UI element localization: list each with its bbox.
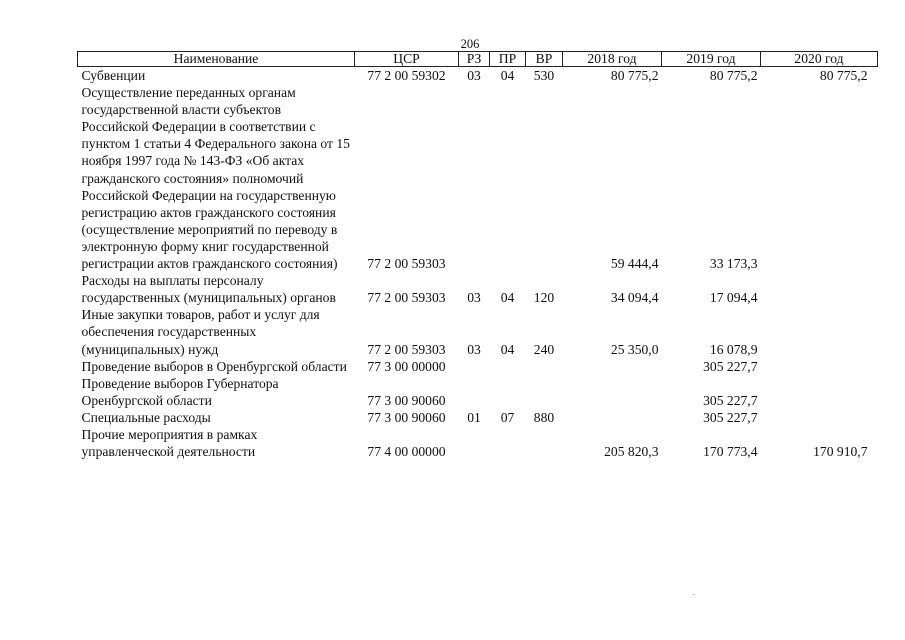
row-2020: 80 775,2 bbox=[819, 68, 868, 83]
row-2020: 170 910,7 bbox=[813, 444, 868, 460]
table-row bbox=[78, 67, 878, 85]
row-csr: 77 2 00 59303 bbox=[367, 290, 446, 306]
header-csr: ЦСР bbox=[355, 52, 459, 67]
row-name: Субвенции bbox=[81, 68, 146, 83]
row-2018: 25 350,0 bbox=[610, 341, 659, 357]
row-2020 bbox=[761, 375, 878, 409]
row-2018: 80 775,2 bbox=[610, 68, 659, 83]
table-row bbox=[78, 272, 878, 306]
row-csr: 77 2 00 59303 bbox=[367, 256, 446, 272]
row-name: Осуществление переданных органам государственной власти субъектов Российской Федерации в соответствии с пунктом 1 статьи 4 Федерального закона от 15 ноября 1997 года № 143-ФЗ «Об актах гражданского состояния» полномочий Российской Федерации на государственную регистрацию актов гражданского состояния (осуществление мероприятий по переводу в электронную форму книг государственной регистрации актов гражданского состояния) bbox=[81, 85, 350, 272]
row-vr bbox=[526, 358, 563, 375]
row-2019: 305 227,7 bbox=[703, 392, 758, 408]
header-pr: ПР bbox=[490, 52, 526, 67]
row-2018: 205 820,3 bbox=[604, 444, 659, 460]
row-2019: 16 078,9 bbox=[709, 341, 758, 357]
row-vr: 240 bbox=[533, 341, 555, 357]
row-csr: 77 2 00 59302 bbox=[367, 68, 446, 83]
row-name: Прочие мероприятия в рамках управленческой деятельности bbox=[81, 426, 258, 460]
row-2019: 33 173,3 bbox=[709, 256, 758, 272]
row-rz bbox=[459, 426, 490, 460]
table-row bbox=[78, 306, 878, 357]
row-csr: 77 3 00 90060 bbox=[367, 392, 446, 408]
row-vr bbox=[526, 84, 563, 272]
row-vr bbox=[526, 375, 563, 409]
row-2018 bbox=[563, 375, 662, 409]
row-rz: 03 bbox=[467, 290, 481, 306]
header-2018: 2018 год bbox=[563, 52, 662, 67]
header-rz: РЗ bbox=[459, 52, 490, 67]
row-csr: 77 3 00 90060 bbox=[367, 409, 446, 425]
row-2019: 305 227,7 bbox=[703, 409, 758, 425]
row-2018 bbox=[563, 409, 662, 426]
row-2020 bbox=[761, 272, 878, 306]
header-vr: ВР bbox=[526, 52, 563, 67]
row-rz bbox=[459, 375, 490, 409]
budget-table bbox=[77, 51, 878, 460]
row-rz bbox=[459, 84, 490, 272]
row-name: Специальные расходы bbox=[81, 409, 211, 425]
row-2020 bbox=[761, 409, 878, 426]
row-2019: 170 773,4 bbox=[703, 444, 758, 460]
page-number: 206 bbox=[460, 37, 480, 51]
row-name: Проведение выборов Губернатора Оренбургской области bbox=[81, 375, 279, 408]
row-csr: 77 4 00 00000 bbox=[367, 444, 446, 460]
row-rz: 03 bbox=[467, 341, 481, 357]
row-csr: 77 2 00 59303 bbox=[367, 341, 446, 357]
row-pr: 07 bbox=[500, 409, 515, 425]
row-2020 bbox=[761, 358, 878, 375]
row-2018 bbox=[563, 358, 662, 375]
row-vr: 530 bbox=[533, 68, 555, 83]
table-row bbox=[78, 84, 878, 272]
header-name: Наименование bbox=[78, 52, 355, 67]
table-header-row bbox=[78, 52, 878, 67]
row-2019: 80 775,2 bbox=[709, 68, 758, 83]
row-2018: 59 444,4 bbox=[610, 256, 659, 272]
row-2020 bbox=[761, 306, 878, 357]
row-rz bbox=[459, 358, 490, 375]
row-2019: 305 227,7 bbox=[703, 358, 758, 374]
table-row bbox=[78, 358, 878, 375]
row-pr: 04 bbox=[500, 290, 515, 306]
row-csr: 77 3 00 00000 bbox=[367, 358, 446, 374]
row-pr bbox=[490, 375, 526, 409]
row-pr: 04 bbox=[500, 68, 515, 83]
row-name: Проведение выборов в Оренбургской области bbox=[81, 358, 347, 374]
row-vr: 880 bbox=[533, 409, 555, 425]
row-2020 bbox=[761, 84, 878, 272]
row-pr bbox=[490, 84, 526, 272]
scan-speck bbox=[693, 594, 695, 595]
header-2019: 2019 год bbox=[662, 52, 761, 67]
row-rz: 01 bbox=[467, 409, 481, 425]
table-row bbox=[78, 375, 878, 409]
row-name: Иные закупки товаров, работ и услуг для обеспечения государственных (муниципальных) нужд bbox=[81, 307, 320, 357]
table-row bbox=[78, 409, 878, 426]
row-rz: 03 bbox=[467, 68, 481, 83]
row-vr bbox=[526, 426, 563, 460]
table-row bbox=[78, 426, 878, 460]
row-pr bbox=[490, 358, 526, 375]
row-vr: 120 bbox=[533, 290, 555, 306]
row-2018: 34 094,4 bbox=[610, 290, 659, 306]
row-pr bbox=[490, 426, 526, 460]
row-pr: 04 bbox=[500, 341, 515, 357]
row-2019: 17 094,4 bbox=[709, 290, 758, 306]
row-name: Расходы на выплаты персоналу государственных (муниципальных) органов bbox=[81, 273, 336, 306]
header-2020: 2020 год bbox=[761, 52, 878, 67]
